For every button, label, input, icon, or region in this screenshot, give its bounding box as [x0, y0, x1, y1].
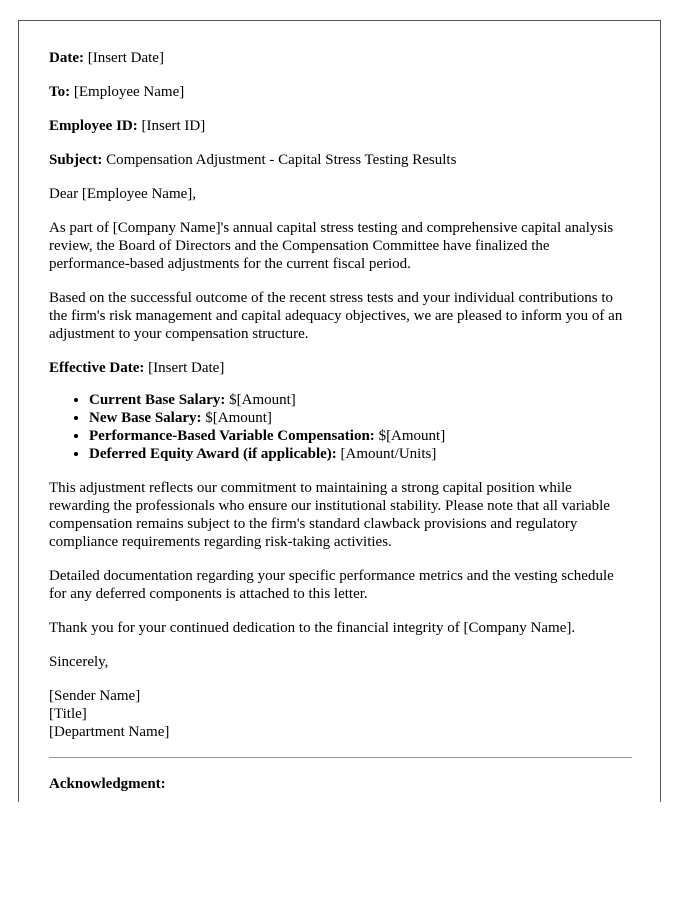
paragraph-intro: As part of [Company Name]'s annual capital stress testing and comprehensive capital analysis review, the Board of Directors and the Compensation Committee have finalized the performance-based adjustments for the current fiscal period. [49, 220, 614, 272]
effective-date-label: Effective Date: [49, 360, 145, 376]
employee-id-value: [Insert ID] [141, 118, 206, 134]
salutation: Dear [Employee Name], [49, 186, 197, 202]
compensation-list [49, 391, 634, 463]
date-line [49, 49, 634, 67]
variable-compensation-label: Performance-Based Variable Compensation: [89, 428, 375, 444]
section-divider [49, 757, 632, 758]
new-base-salary-value: $[Amount] [205, 410, 272, 426]
paragraph-documentation: Detailed documentation regarding your specific performance metrics and the vesting schedule for any deferred components is attached to this letter. [49, 568, 614, 602]
to-line [49, 83, 634, 101]
sender-title: [Title] [49, 706, 87, 722]
to-label: To: [49, 84, 71, 100]
list-item [89, 409, 634, 427]
deferred-equity-value: [Amount/Units] [340, 446, 437, 462]
employee-id-label: Employee ID: [49, 118, 138, 134]
subject-label: Subject: [49, 152, 103, 168]
deferred-equity-label: Deferred Equity Award (if applicable): [89, 446, 337, 462]
acknowledgment-label: Acknowledgment: [49, 776, 166, 792]
current-base-salary-value: $[Amount] [229, 392, 296, 408]
variable-compensation-value: $[Amount] [378, 428, 446, 444]
date-label: Date: [49, 50, 84, 66]
effective-date-value: [Insert Date] [148, 360, 225, 376]
list-item [89, 427, 634, 445]
sender-name: [Sender Name] [49, 688, 141, 704]
date-value: [Insert Date] [87, 50, 164, 66]
letter-page [18, 20, 661, 802]
current-base-salary-label: Current Base Salary: [89, 392, 226, 408]
employee-id-line [49, 117, 634, 135]
acknowledgment-heading [49, 775, 634, 793]
new-base-salary-label: New Base Salary: [89, 410, 202, 426]
closing: Sincerely, [49, 654, 109, 670]
to-value: [Employee Name] [73, 84, 185, 100]
paragraph-thanks: Thank you for your continued dedication to the financial integrity of [Company Name]. [49, 620, 576, 636]
paragraph-outcome: Based on the successful outcome of the recent stress tests and your individual contributions to the firm's risk management and capital adequacy objectives, we are pleased to inform you of an adjustment to your compensation structure. [49, 290, 623, 342]
list-item [89, 391, 634, 409]
sender-department: [Department Name] [49, 724, 170, 740]
subject-line [49, 151, 634, 169]
signature-block [49, 687, 634, 741]
list-item [89, 445, 634, 463]
letter-content [49, 49, 634, 802]
subject-value: Compensation Adjustment - Capital Stress Testing Results [106, 152, 457, 168]
paragraph-commitment: This adjustment reflects our commitment to maintaining a strong capital position while rewarding the professionals who ensure our institutional stability. Please note that all variable compensation remains subject to the firm's standard clawback provisions and regulatory compliance requirements regarding risk-taking activities. [49, 480, 610, 550]
effective-date-line [49, 359, 634, 377]
